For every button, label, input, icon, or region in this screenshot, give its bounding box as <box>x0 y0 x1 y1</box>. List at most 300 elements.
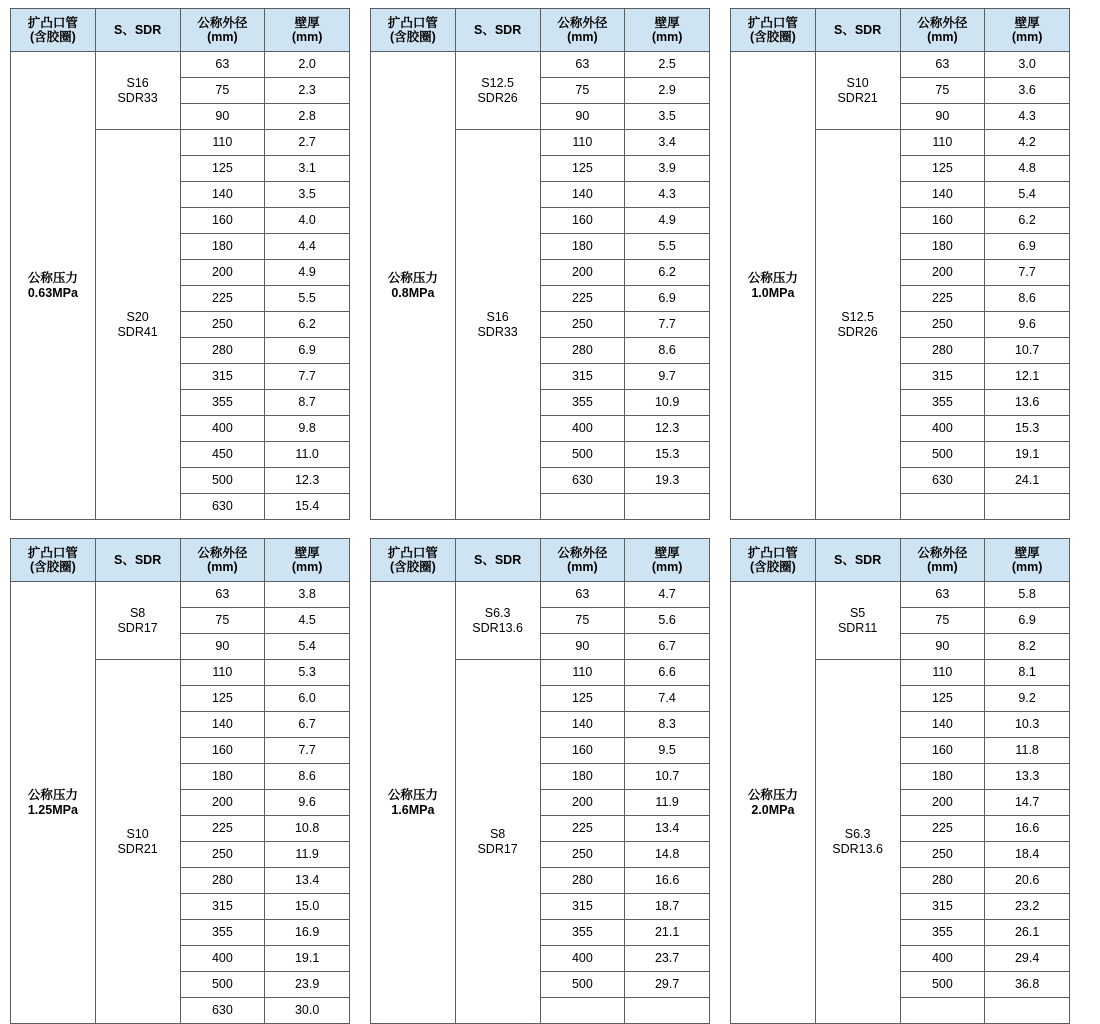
wall-thickness-cell: 4.8 <box>985 156 1070 182</box>
wall-thickness-cell: 2.8 <box>265 104 350 130</box>
sdr-value: SDR17 <box>477 841 518 856</box>
wall-thickness-cell: 30.0 <box>265 998 350 1024</box>
header-wall-thickness <box>985 9 1070 52</box>
wall-thickness-cell: 4.3 <box>625 182 710 208</box>
wall-thickness-cell: 5.5 <box>265 286 350 312</box>
outer-diameter-cell: 140 <box>540 712 625 738</box>
outer-diameter-cell: 630 <box>180 494 265 520</box>
sdr-cell <box>815 660 900 1024</box>
outer-diameter-cell: 355 <box>900 390 985 416</box>
wall-thickness-cell: 15.0 <box>265 894 350 920</box>
sdr-value: SDR33 <box>477 324 518 339</box>
wall-thickness-cell: 8.6 <box>985 286 1070 312</box>
outer-diameter-cell: 250 <box>180 842 265 868</box>
outer-diameter-cell: 630 <box>900 468 985 494</box>
wall-thickness-cell: 6.6 <box>625 660 710 686</box>
outer-diameter-cell: 180 <box>900 234 985 260</box>
wall-thickness-cell: 20.6 <box>985 868 1070 894</box>
sdr-cell <box>815 52 900 130</box>
wall-thickness-cell: 15.3 <box>625 442 710 468</box>
nominal-pressure-label: 公称压力 <box>27 271 78 286</box>
outer-diameter-cell: 200 <box>180 790 265 816</box>
outer-diameter-cell: 280 <box>180 868 265 894</box>
outer-diameter-cell: 355 <box>900 920 985 946</box>
wall-thickness-cell: 6.2 <box>625 260 710 286</box>
outer-diameter-cell: 75 <box>540 608 625 634</box>
header-s-sdr <box>95 9 180 52</box>
header-outer-diameter <box>540 539 625 582</box>
header-flare-pipe-line1: 扩凸口管 <box>747 545 798 560</box>
nominal-pressure-value: 1.0MPa <box>751 285 795 300</box>
header-outer-diameter <box>180 9 265 52</box>
header-s-sdr <box>815 539 900 582</box>
wall-thickness-cell: 6.9 <box>985 234 1070 260</box>
outer-diameter-cell: 140 <box>180 712 265 738</box>
wall-thickness-cell: 16.9 <box>265 920 350 946</box>
outer-diameter-cell: 63 <box>180 52 265 78</box>
outer-diameter-cell: 315 <box>900 894 985 920</box>
outer-diameter-cell: 280 <box>900 338 985 364</box>
wall-thickness-cell: 19.1 <box>265 946 350 972</box>
outer-diameter-cell: 160 <box>540 208 625 234</box>
header-wall-thickness-line2: (mm) <box>651 30 683 44</box>
outer-diameter-cell: 315 <box>540 364 625 390</box>
header-wall-thickness-line1: 壁厚 <box>1014 545 1040 560</box>
sdr-value: SDR21 <box>837 90 878 105</box>
outer-diameter-cell: 225 <box>180 816 265 842</box>
wall-thickness-cell: 12.1 <box>985 364 1070 390</box>
outer-diameter-cell: 200 <box>900 790 985 816</box>
wall-thickness-cell: 10.3 <box>985 712 1070 738</box>
wall-thickness-cell: 5.6 <box>625 608 710 634</box>
header-outer-diameter-line2: (mm) <box>927 30 958 44</box>
outer-diameter-cell <box>900 998 985 1024</box>
wall-thickness-cell: 3.1 <box>265 156 350 182</box>
outer-diameter-cell: 250 <box>900 312 985 338</box>
wall-thickness-cell: 4.0 <box>265 208 350 234</box>
outer-diameter-cell: 280 <box>900 868 985 894</box>
header-wall-thickness-line1: 壁厚 <box>1014 15 1040 30</box>
outer-diameter-cell: 140 <box>180 182 265 208</box>
outer-diameter-cell: 63 <box>900 582 985 608</box>
wall-thickness-cell: 14.7 <box>985 790 1070 816</box>
sdr-value: SDR11 <box>837 620 878 635</box>
header-outer-diameter-line1: 公称外径 <box>197 15 248 30</box>
wall-thickness-cell: 4.3 <box>985 104 1070 130</box>
table-row <box>731 582 1070 608</box>
wall-thickness-cell: 16.6 <box>985 816 1070 842</box>
outer-diameter-cell: 400 <box>900 946 985 972</box>
sdr-cell <box>95 52 180 130</box>
header-flare-pipe-line2: (含胶圈) <box>29 560 76 574</box>
outer-diameter-cell: 75 <box>180 608 265 634</box>
wall-thickness-cell: 10.8 <box>265 816 350 842</box>
sdr-value: SDR21 <box>117 841 158 856</box>
sdr-series: S10 <box>846 76 869 91</box>
table-header-row <box>371 539 710 582</box>
header-flare-pipe-line1: 扩凸口管 <box>27 545 78 560</box>
outer-diameter-cell: 250 <box>180 312 265 338</box>
wall-thickness-cell: 4.9 <box>625 208 710 234</box>
outer-diameter-cell: 110 <box>180 660 265 686</box>
wall-thickness-cell: 6.7 <box>625 634 710 660</box>
wall-thickness-cell: 8.6 <box>625 338 710 364</box>
sdr-series: S16 <box>126 76 149 91</box>
header-outer-diameter-line1: 公称外径 <box>557 15 608 30</box>
wall-thickness-cell: 8.1 <box>985 660 1070 686</box>
header-flare-pipe-line1: 扩凸口管 <box>387 545 438 560</box>
outer-diameter-cell: 355 <box>540 390 625 416</box>
outer-diameter-cell: 75 <box>900 608 985 634</box>
pressure-table <box>10 538 350 1024</box>
outer-diameter-cell: 500 <box>540 442 625 468</box>
wall-thickness-cell: 16.6 <box>625 868 710 894</box>
header-outer-diameter <box>540 9 625 52</box>
header-outer-diameter-line2: (mm) <box>207 30 238 44</box>
header-flare-pipe-line2: (含胶圈) <box>29 30 76 44</box>
sdr-cell <box>95 660 180 1024</box>
outer-diameter-cell: 400 <box>180 946 265 972</box>
header-outer-diameter-line1: 公称外径 <box>917 545 968 560</box>
header-s-sdr-line1: S、SDR <box>834 552 882 567</box>
header-s-sdr <box>455 539 540 582</box>
outer-diameter-cell: 225 <box>900 816 985 842</box>
outer-diameter-cell: 180 <box>180 764 265 790</box>
outer-diameter-cell: 90 <box>900 104 985 130</box>
wall-thickness-cell: 6.9 <box>625 286 710 312</box>
outer-diameter-cell: 63 <box>180 582 265 608</box>
outer-diameter-cell: 500 <box>180 972 265 998</box>
outer-diameter-cell: 160 <box>180 738 265 764</box>
sdr-value: SDR13.6 <box>472 620 523 635</box>
sdr-value: SDR17 <box>117 620 158 635</box>
table-row <box>11 52 350 78</box>
outer-diameter-cell: 400 <box>900 416 985 442</box>
outer-diameter-cell: 125 <box>180 686 265 712</box>
wall-thickness-cell: 4.5 <box>265 608 350 634</box>
wall-thickness-cell: 36.8 <box>985 972 1070 998</box>
wall-thickness-cell: 5.3 <box>265 660 350 686</box>
sdr-series: S6.3 <box>484 606 511 621</box>
outer-diameter-cell: 90 <box>540 634 625 660</box>
header-flare-pipe-line1: 扩凸口管 <box>27 15 78 30</box>
outer-diameter-cell: 225 <box>900 286 985 312</box>
table-row <box>371 52 710 78</box>
sdr-series: S10 <box>126 827 149 842</box>
wall-thickness-cell: 5.8 <box>985 582 1070 608</box>
outer-diameter-cell: 63 <box>540 52 625 78</box>
header-wall-thickness <box>265 539 350 582</box>
nominal-pressure-value: 0.63MPa <box>27 285 78 300</box>
header-flare-pipe <box>731 9 816 52</box>
outer-diameter-cell: 630 <box>540 468 625 494</box>
header-s-sdr-line1: S、SDR <box>114 552 162 567</box>
wall-thickness-cell: 11.9 <box>265 842 350 868</box>
nominal-pressure-cell <box>11 582 96 1024</box>
wall-thickness-cell: 11.0 <box>265 442 350 468</box>
outer-diameter-cell: 500 <box>900 972 985 998</box>
outer-diameter-cell <box>540 998 625 1024</box>
sdr-value: SDR26 <box>837 324 878 339</box>
header-wall-thickness-line1: 壁厚 <box>654 545 680 560</box>
header-s-sdr-line1: S、SDR <box>114 22 162 37</box>
wall-thickness-cell: 3.5 <box>265 182 350 208</box>
outer-diameter-cell: 400 <box>180 416 265 442</box>
outer-diameter-cell: 355 <box>180 390 265 416</box>
nominal-pressure-label: 公称压力 <box>387 788 438 803</box>
wall-thickness-cell: 2.5 <box>625 52 710 78</box>
outer-diameter-cell: 63 <box>900 52 985 78</box>
header-wall-thickness <box>985 539 1070 582</box>
header-wall-thickness <box>265 9 350 52</box>
header-outer-diameter <box>900 539 985 582</box>
nominal-pressure-cell <box>371 582 456 1024</box>
wall-thickness-cell: 6.7 <box>265 712 350 738</box>
wall-thickness-cell: 8.7 <box>265 390 350 416</box>
header-flare-pipe-line2: (含胶圈) <box>749 560 796 574</box>
wall-thickness-cell: 12.3 <box>265 468 350 494</box>
sdr-cell <box>815 582 900 660</box>
wall-thickness-cell: 18.4 <box>985 842 1070 868</box>
wall-thickness-cell: 3.0 <box>985 52 1070 78</box>
header-wall-thickness-line2: (mm) <box>291 30 323 44</box>
header-outer-diameter-line2: (mm) <box>567 30 598 44</box>
sdr-cell <box>815 130 900 520</box>
sdr-value: SDR33 <box>117 90 158 105</box>
outer-diameter-cell: 280 <box>540 338 625 364</box>
wall-thickness-cell: 6.2 <box>985 208 1070 234</box>
wall-thickness-cell: 10.7 <box>625 764 710 790</box>
nominal-pressure-value: 1.25MPa <box>27 802 78 817</box>
outer-diameter-cell: 225 <box>540 286 625 312</box>
wall-thickness-cell: 3.6 <box>985 78 1070 104</box>
wall-thickness-cell: 6.9 <box>985 608 1070 634</box>
outer-diameter-cell: 355 <box>180 920 265 946</box>
wall-thickness-cell: 5.4 <box>985 182 1070 208</box>
outer-diameter-cell: 200 <box>180 260 265 286</box>
outer-diameter-cell: 250 <box>900 842 985 868</box>
header-flare-pipe-line2: (含胶圈) <box>389 560 436 574</box>
wall-thickness-cell: 10.9 <box>625 390 710 416</box>
header-wall-thickness-line2: (mm) <box>1011 560 1043 574</box>
outer-diameter-cell: 400 <box>540 946 625 972</box>
wall-thickness-cell: 9.6 <box>985 312 1070 338</box>
wall-thickness-cell: 13.4 <box>625 816 710 842</box>
outer-diameter-cell: 110 <box>540 660 625 686</box>
header-outer-diameter-line2: (mm) <box>207 560 238 574</box>
sdr-series: S5 <box>849 606 866 621</box>
wall-thickness-cell: 2.3 <box>265 78 350 104</box>
sdr-cell <box>95 582 180 660</box>
wall-thickness-cell: 21.1 <box>625 920 710 946</box>
outer-diameter-cell: 110 <box>180 130 265 156</box>
outer-diameter-cell: 160 <box>900 208 985 234</box>
wall-thickness-cell: 9.7 <box>625 364 710 390</box>
nominal-pressure-value: 1.6MPa <box>391 802 435 817</box>
wall-thickness-cell: 13.4 <box>265 868 350 894</box>
wall-thickness-cell: 7.4 <box>625 686 710 712</box>
wall-thickness-cell: 8.3 <box>625 712 710 738</box>
outer-diameter-cell: 200 <box>540 790 625 816</box>
wall-thickness-cell: 3.8 <box>265 582 350 608</box>
wall-thickness-cell: 10.7 <box>985 338 1070 364</box>
wall-thickness-cell: 15.4 <box>265 494 350 520</box>
wall-thickness-cell: 9.6 <box>265 790 350 816</box>
wall-thickness-cell: 2.0 <box>265 52 350 78</box>
header-s-sdr <box>95 539 180 582</box>
outer-diameter-cell: 630 <box>180 998 265 1024</box>
wall-thickness-cell: 3.4 <box>625 130 710 156</box>
wall-thickness-cell: 23.9 <box>265 972 350 998</box>
wall-thickness-cell: 7.7 <box>625 312 710 338</box>
outer-diameter-cell: 63 <box>540 582 625 608</box>
wall-thickness-cell: 4.7 <box>625 582 710 608</box>
sdr-series: S20 <box>126 310 149 325</box>
wall-thickness-cell: 24.1 <box>985 468 1070 494</box>
table-row <box>731 52 1070 78</box>
nominal-pressure-cell <box>11 52 96 520</box>
header-outer-diameter-line2: (mm) <box>927 560 958 574</box>
pressure-table <box>370 8 710 520</box>
wall-thickness-cell: 12.3 <box>625 416 710 442</box>
sdr-cell <box>455 660 540 1024</box>
sdr-cell <box>455 130 540 520</box>
wall-thickness-cell: 6.2 <box>265 312 350 338</box>
wall-thickness-cell: 2.9 <box>625 78 710 104</box>
wall-thickness-cell: 6.9 <box>265 338 350 364</box>
outer-diameter-cell: 250 <box>540 842 625 868</box>
sdr-cell <box>95 130 180 520</box>
header-flare-pipe <box>731 539 816 582</box>
outer-diameter-cell: 400 <box>540 416 625 442</box>
outer-diameter-cell: 160 <box>540 738 625 764</box>
wall-thickness-cell: 7.7 <box>265 738 350 764</box>
outer-diameter-cell: 90 <box>540 104 625 130</box>
outer-diameter-cell: 500 <box>540 972 625 998</box>
outer-diameter-cell: 110 <box>540 130 625 156</box>
sdr-value: SDR26 <box>477 90 518 105</box>
sdr-cell <box>455 52 540 130</box>
nominal-pressure-value: 2.0MPa <box>751 802 795 817</box>
wall-thickness-cell: 29.4 <box>985 946 1070 972</box>
outer-diameter-cell: 280 <box>180 338 265 364</box>
header-flare-pipe-line1: 扩凸口管 <box>387 15 438 30</box>
wall-thickness-cell: 26.1 <box>985 920 1070 946</box>
header-outer-diameter <box>180 539 265 582</box>
outer-diameter-cell: 125 <box>900 156 985 182</box>
wall-thickness-cell: 2.7 <box>265 130 350 156</box>
header-wall-thickness-line2: (mm) <box>651 560 683 574</box>
table-row <box>371 582 710 608</box>
pressure-table <box>730 8 1070 520</box>
outer-diameter-cell: 75 <box>180 78 265 104</box>
wall-thickness-cell: 4.9 <box>265 260 350 286</box>
wall-thickness-cell: 9.5 <box>625 738 710 764</box>
sdr-series: S12.5 <box>841 310 874 325</box>
nominal-pressure-cell <box>731 582 816 1024</box>
outer-diameter-cell: 280 <box>540 868 625 894</box>
header-outer-diameter-line1: 公称外径 <box>557 545 608 560</box>
outer-diameter-cell: 225 <box>540 816 625 842</box>
pressure-table <box>370 538 710 1024</box>
sdr-value: SDR41 <box>117 324 158 339</box>
wall-thickness-cell <box>985 494 1070 520</box>
header-flare-pipe <box>11 539 96 582</box>
outer-diameter-cell: 75 <box>900 78 985 104</box>
header-s-sdr <box>815 9 900 52</box>
wall-thickness-cell: 4.2 <box>985 130 1070 156</box>
table-header-row <box>11 539 350 582</box>
wall-thickness-cell: 7.7 <box>985 260 1070 286</box>
wall-thickness-cell: 14.8 <box>625 842 710 868</box>
sdr-cell <box>455 582 540 660</box>
outer-diameter-cell: 355 <box>540 920 625 946</box>
nominal-pressure-value: 0.8MPa <box>391 285 435 300</box>
wall-thickness-cell: 23.2 <box>985 894 1070 920</box>
nominal-pressure-label: 公称压力 <box>387 271 438 286</box>
pressure-table <box>10 8 350 520</box>
outer-diameter-cell: 75 <box>540 78 625 104</box>
outer-diameter-cell: 315 <box>900 364 985 390</box>
nominal-pressure-cell <box>731 52 816 520</box>
outer-diameter-cell: 140 <box>540 182 625 208</box>
sdr-series: S6.3 <box>844 827 871 842</box>
header-wall-thickness-line1: 壁厚 <box>654 15 680 30</box>
wall-thickness-cell: 15.3 <box>985 416 1070 442</box>
table-header-row <box>731 539 1070 582</box>
wall-thickness-cell: 13.3 <box>985 764 1070 790</box>
header-s-sdr-line1: S、SDR <box>474 22 522 37</box>
outer-diameter-cell: 180 <box>540 234 625 260</box>
outer-diameter-cell: 315 <box>180 894 265 920</box>
header-outer-diameter-line1: 公称外径 <box>917 15 968 30</box>
wall-thickness-cell: 5.5 <box>625 234 710 260</box>
outer-diameter-cell: 140 <box>900 182 985 208</box>
wall-thickness-cell: 6.0 <box>265 686 350 712</box>
table-header-row <box>11 9 350 52</box>
header-outer-diameter <box>900 9 985 52</box>
outer-diameter-cell: 125 <box>900 686 985 712</box>
sdr-series: S8 <box>489 827 506 842</box>
header-wall-thickness <box>625 9 710 52</box>
table-header-row <box>731 9 1070 52</box>
outer-diameter-cell: 200 <box>540 260 625 286</box>
header-outer-diameter-line2: (mm) <box>567 560 598 574</box>
outer-diameter-cell: 180 <box>180 234 265 260</box>
outer-diameter-cell: 90 <box>900 634 985 660</box>
outer-diameter-cell: 125 <box>540 686 625 712</box>
header-wall-thickness-line2: (mm) <box>1011 30 1043 44</box>
header-flare-pipe-line2: (含胶圈) <box>389 30 436 44</box>
outer-diameter-cell: 200 <box>900 260 985 286</box>
outer-diameter-cell: 225 <box>180 286 265 312</box>
wall-thickness-cell: 29.7 <box>625 972 710 998</box>
header-s-sdr-line1: S、SDR <box>834 22 882 37</box>
wall-thickness-cell: 3.5 <box>625 104 710 130</box>
sdr-series: S16 <box>486 310 509 325</box>
outer-diameter-cell: 160 <box>900 738 985 764</box>
wall-thickness-cell: 11.9 <box>625 790 710 816</box>
outer-diameter-cell: 90 <box>180 104 265 130</box>
header-s-sdr-line1: S、SDR <box>474 552 522 567</box>
wall-thickness-cell: 19.3 <box>625 468 710 494</box>
wall-thickness-cell: 23.7 <box>625 946 710 972</box>
outer-diameter-cell: 500 <box>900 442 985 468</box>
outer-diameter-cell: 180 <box>540 764 625 790</box>
outer-diameter-cell: 315 <box>540 894 625 920</box>
nominal-pressure-label: 公称压力 <box>27 788 78 803</box>
header-flare-pipe-line2: (含胶圈) <box>749 30 796 44</box>
